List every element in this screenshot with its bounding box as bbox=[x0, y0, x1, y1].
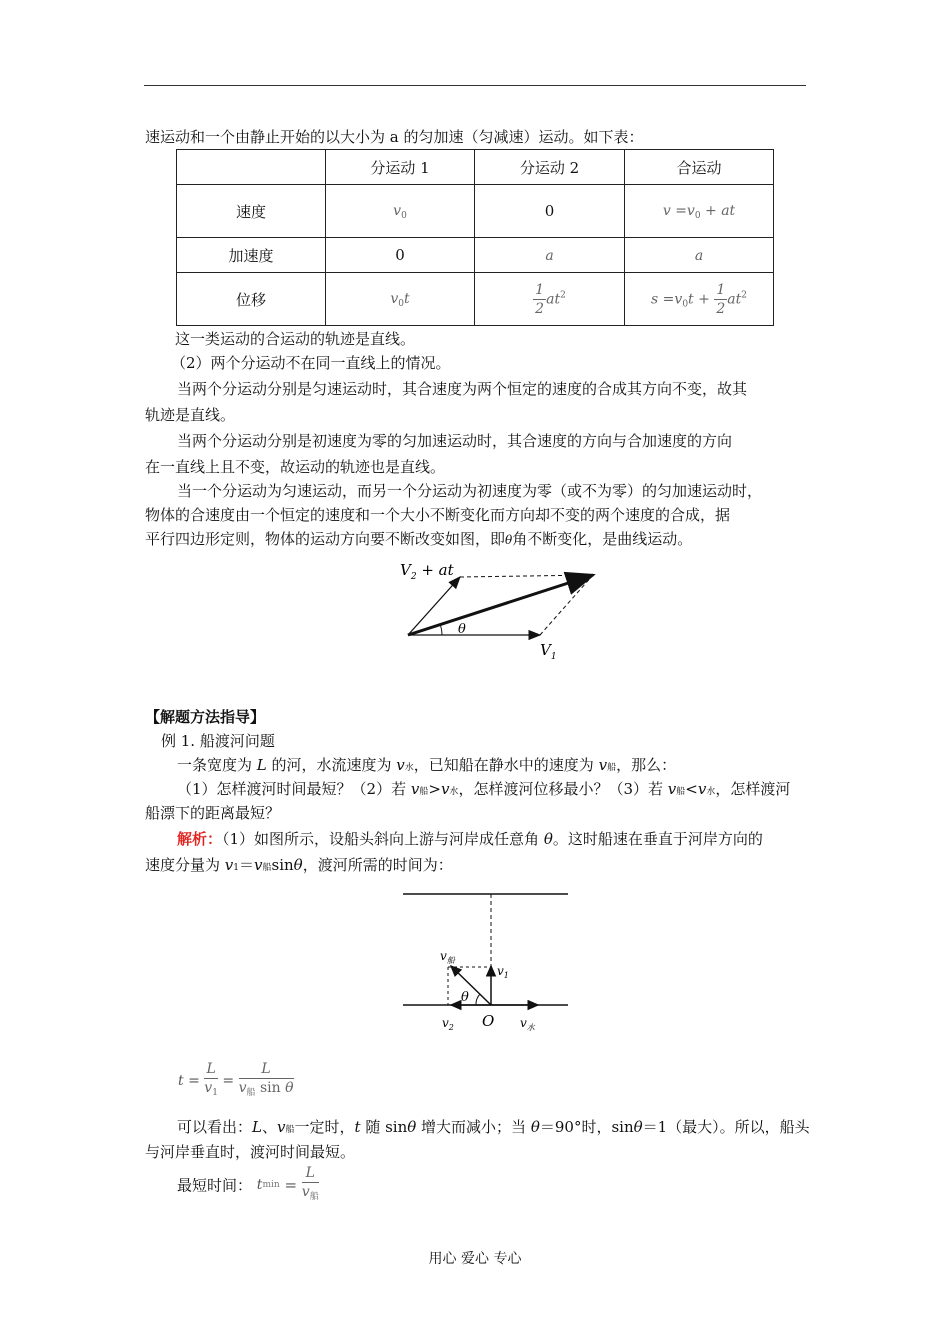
fraction-half-2: $\frac{1}{2}$ bbox=[716, 281, 726, 317]
paragraph-5c: 平行四边形定则，物体的运动方向要不断改变如图，即θ角不断变化，是曲线运动。 bbox=[145, 530, 693, 548]
formula-min-time: 最短时间： tmin = $\frac{L}{v_船}$ bbox=[177, 1164, 319, 1206]
label-v1: $V_1$ bbox=[540, 641, 557, 662]
river-crossing-figure bbox=[398, 888, 573, 1033]
cell-disp-combined: $s =v_0t$ + $\frac{1}{2}$ $at^2$ bbox=[625, 273, 774, 326]
row-label-acceleration: 加速度 bbox=[177, 238, 326, 273]
paragraph-4b: 在一直线上且不变，故运动的轨迹也是直线。 bbox=[145, 458, 446, 476]
table-header-motion2: 分运动 2 bbox=[475, 150, 625, 185]
table-header-row bbox=[177, 150, 774, 185]
row-label-displacement: 位移 bbox=[177, 273, 326, 326]
table-header-empty bbox=[177, 150, 326, 185]
paragraph-3b: 轨迹是直线。 bbox=[145, 406, 236, 424]
label-v2-at: $V_2$ + at bbox=[400, 561, 454, 582]
table-header-motion1: 分运动 1 bbox=[326, 150, 475, 185]
example-line-1: 一条宽度为 L 的河，水流速度为 v水，已知船在静水中的速度为 v船，那么： bbox=[177, 756, 677, 774]
table-row-displacement bbox=[177, 273, 774, 326]
cell-speed-combined: $v =v_0$ + at bbox=[625, 185, 774, 238]
fraction-L-over-vsin: $\frac{L}{v_船 \sin \theta}$ bbox=[238, 1061, 294, 1098]
paragraph-4a: 当两个分运动分别是初速度为零的匀加速运动时，其合速度的方向与合加速度的方向 bbox=[177, 432, 733, 450]
cell-acc-combined: a bbox=[625, 238, 774, 273]
conclusion-line-1: 可以看出：L、v船一定时，t 随 sinθ 增大而减小；当 θ＝90°时，sinθ＝1（最大）。所以，船头 bbox=[177, 1118, 810, 1136]
label-theta: θ bbox=[458, 622, 466, 637]
analysis-label: 解析： bbox=[177, 830, 223, 848]
fraction-L-over-v1: $\frac{L}{v_1}$ bbox=[204, 1061, 218, 1098]
cell-disp-1: $v_0t$ bbox=[326, 273, 475, 326]
paragraph-5a: 当一个分运动为匀速运动，而另一个分运动为初速度为零（或不为零）的匀加速运动时， bbox=[177, 482, 763, 500]
fraction-half: $\frac{1}{2}$ bbox=[535, 281, 545, 317]
conclusion-line-2: 与河岸垂直时，渡河时间最短。 bbox=[145, 1143, 356, 1161]
table-row-speed bbox=[177, 185, 774, 238]
label-v-water: $v_水$ bbox=[520, 1016, 535, 1032]
theta-arc bbox=[476, 994, 480, 1005]
example-line-3: 船漂下的距离最短？ bbox=[145, 804, 281, 822]
fraction-L-over-vboat: $\frac{L}{v_船}$ bbox=[301, 1165, 319, 1202]
header-rule bbox=[144, 85, 806, 86]
table-header-combined: 合运动 bbox=[625, 150, 774, 185]
paragraph-1: 这一类运动的合运动的轨迹是直线。 bbox=[175, 330, 416, 348]
label-theta-fig2: θ bbox=[461, 990, 469, 1005]
dashed-top bbox=[460, 575, 593, 577]
cell-acc-1: 0 bbox=[326, 238, 475, 273]
intro-line: 速运动和一个由静止开始的以大小为 a 的匀加速（匀减速）运动。如下表： bbox=[145, 128, 644, 146]
analysis-line-1: 解析：（1）如图所示，设船头斜向上游与河岸成任意角 θ。这时船速在垂直于河岸方向的 bbox=[177, 830, 763, 848]
label-v1-fig2: $v_1$ bbox=[497, 964, 509, 980]
cell-disp-2: $\frac{1}{2}$ $at^2$ bbox=[475, 273, 625, 326]
table-row-acceleration bbox=[177, 238, 774, 273]
page-footer: 用心 爱心 专心 bbox=[428, 1251, 522, 1267]
example-title: 例 1. 船渡河问题 bbox=[161, 732, 275, 750]
paragraph-5b: 物体的合速度由一个恒定的速度和一个大小不断变化而方向却不变的两个速度的合成，据 bbox=[145, 506, 731, 524]
angle-arc bbox=[440, 624, 442, 635]
cell-speed-2: 0 bbox=[475, 185, 625, 238]
row-label-speed: 速度 bbox=[177, 185, 326, 238]
boat-velocity bbox=[451, 966, 491, 1005]
formula-time: t = $\frac{L}{v_1}$ = $\frac{L}{v_船 \sin \theta}$ bbox=[178, 1060, 294, 1102]
analysis-line-2: 速度分量为 v1＝v船sinθ，渡河所需的时间为： bbox=[145, 856, 453, 874]
cell-speed-1: $v_0$ bbox=[326, 185, 475, 238]
parallelogram-figure bbox=[390, 555, 610, 670]
section-title: 【解题方法指导】 bbox=[145, 708, 266, 726]
paragraph-2: （2）两个分运动不在同一直线上的情况。 bbox=[171, 354, 451, 372]
example-line-2: （1）怎样渡河时间最短？（2）若 v船>v水，怎样渡河位移最小？（3）若 v船<v水，怎样渡河 bbox=[177, 780, 791, 798]
paragraph-3a: 当两个分运动分别是匀速运动时，其合速度为两个恒定的速度的合成其方向不变，故其 bbox=[177, 380, 748, 398]
cell-acc-2: a bbox=[475, 238, 625, 273]
label-origin: O bbox=[482, 1012, 495, 1030]
label-v-boat: $v_船$ bbox=[440, 949, 455, 965]
label-v2-fig2: $v_2$ bbox=[442, 1016, 454, 1032]
motion-table bbox=[176, 149, 774, 326]
